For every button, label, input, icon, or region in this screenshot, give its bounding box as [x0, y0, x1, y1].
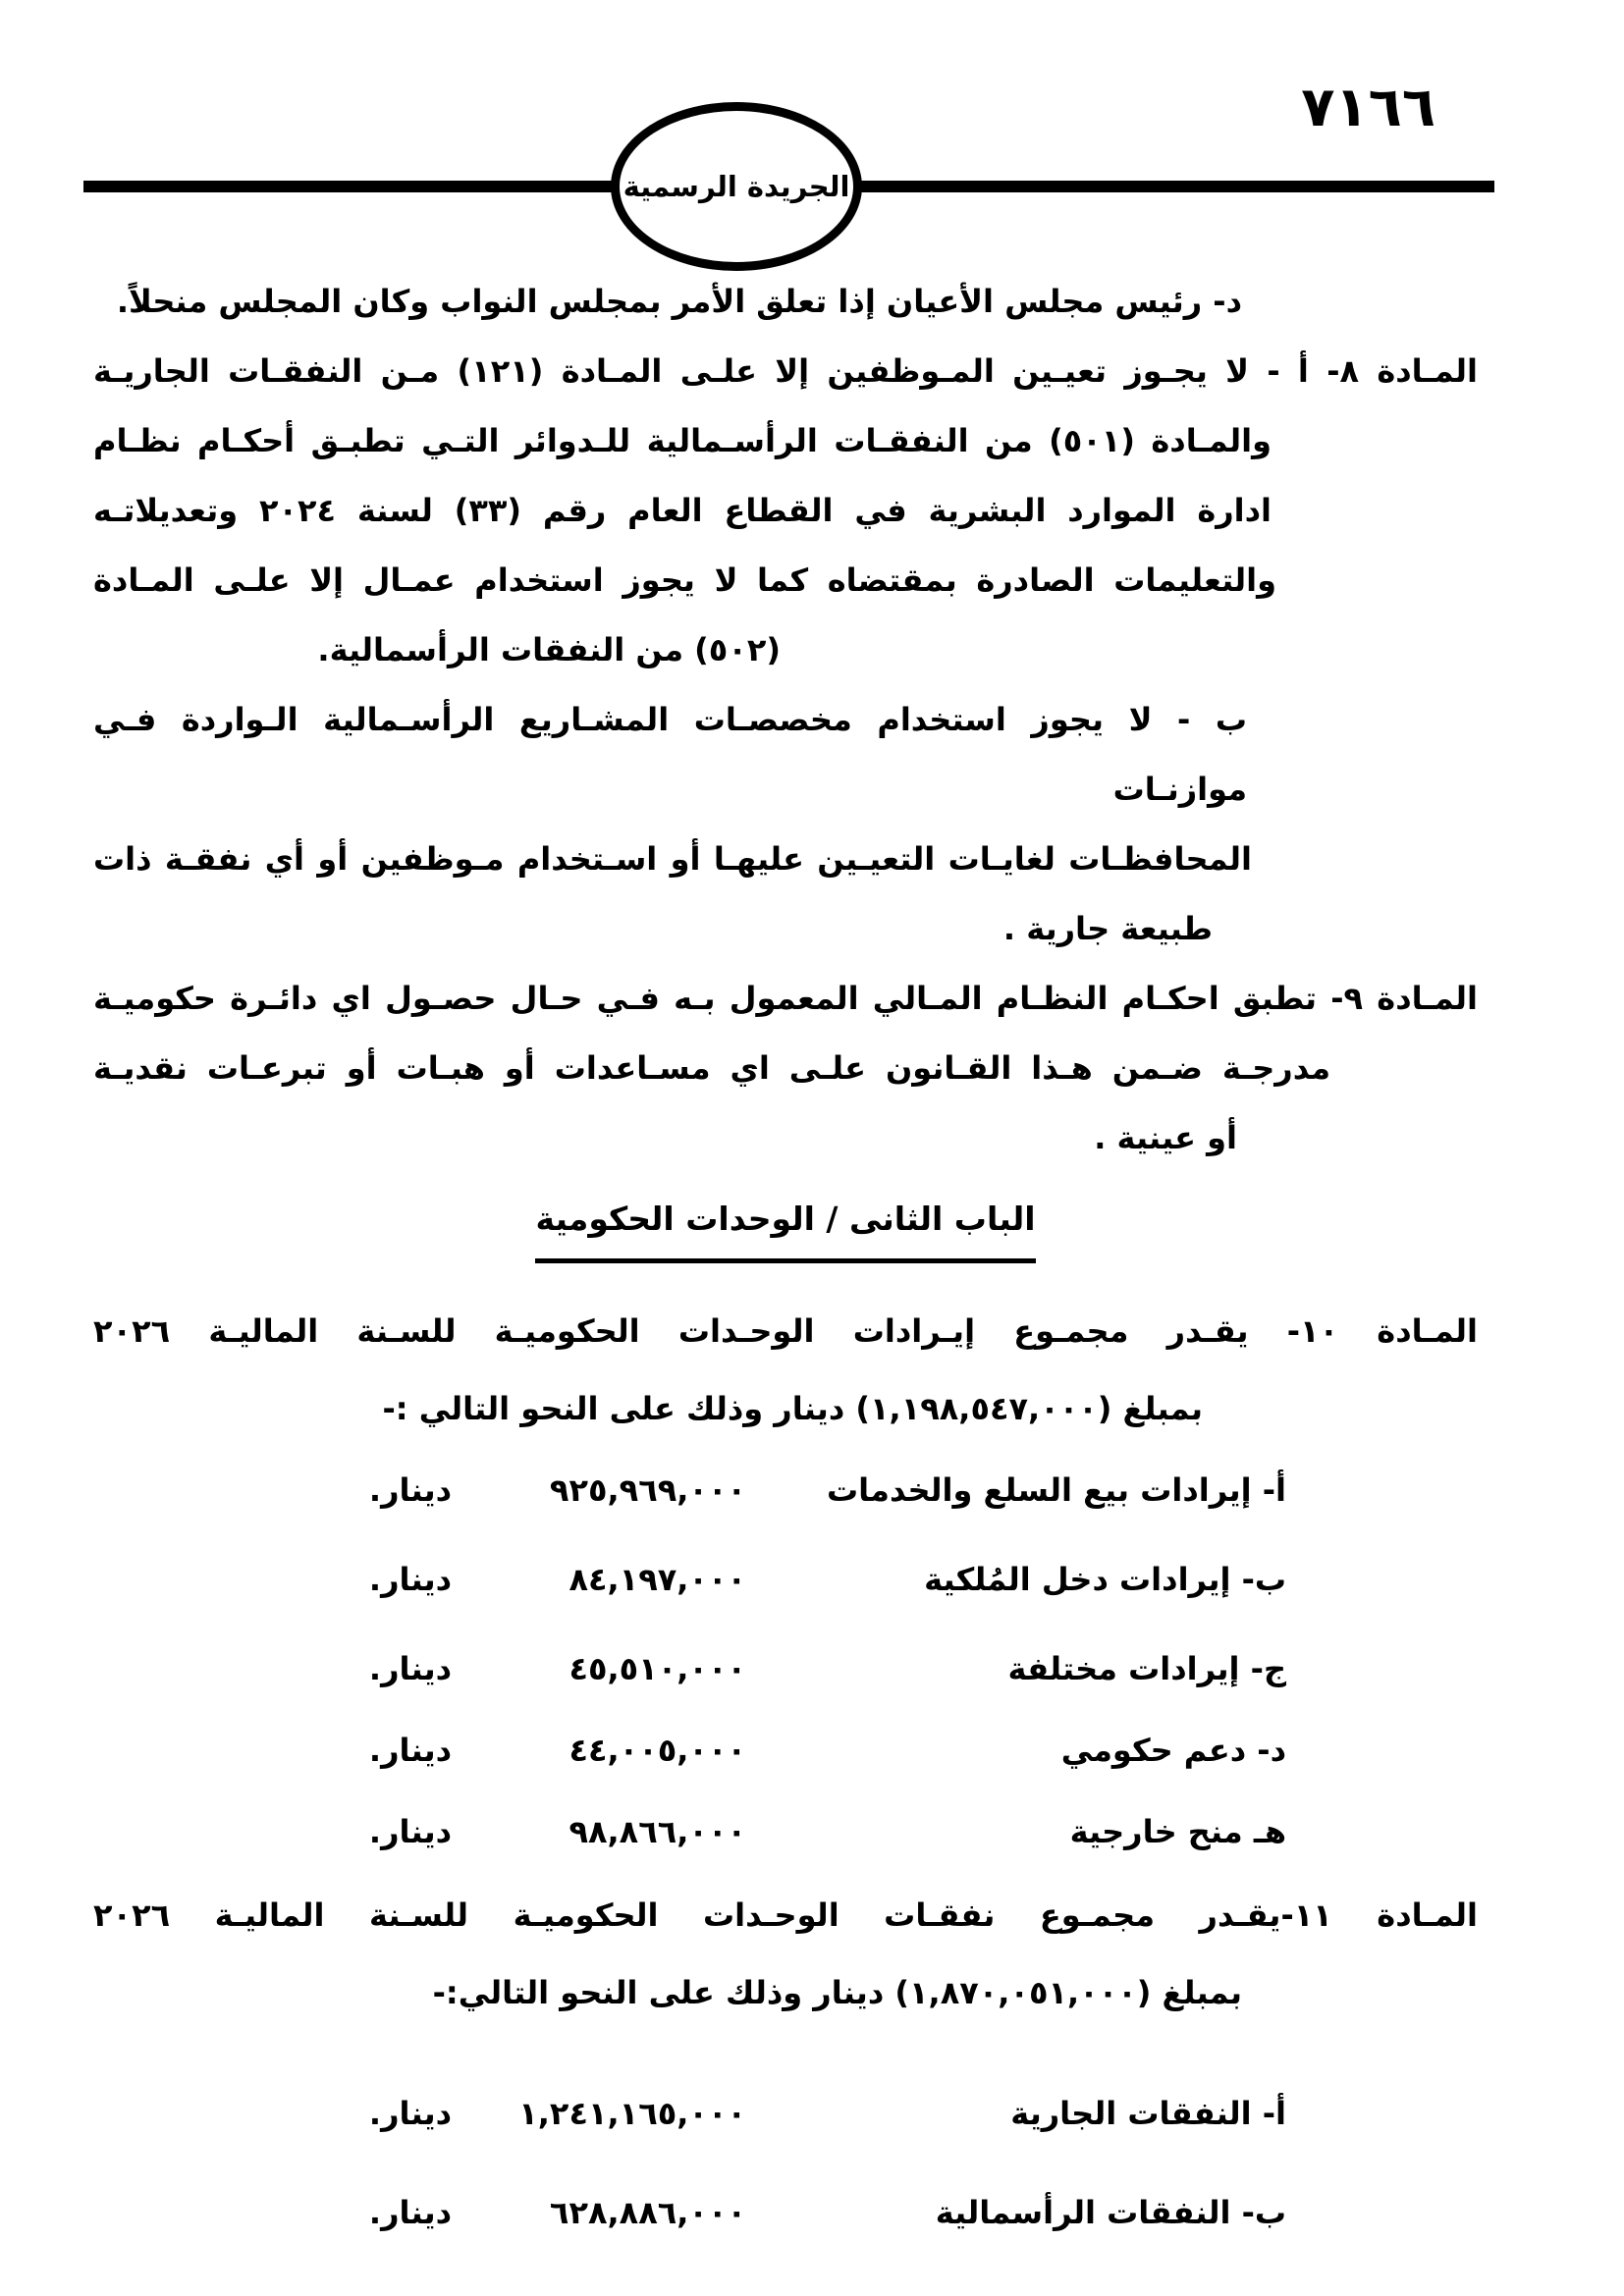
expense-item-amount: ٦٢٨,٨٨٦,٠٠٠ — [549, 2194, 746, 2231]
expense-item-label: ب- النفقات الرأسمالية — [935, 2194, 1286, 2231]
article-8-line-1: المـادة ٨- أ - لا يجـوز تعيـين المـوظفين إلا علـى المـادة (١٢١) مـن النفقـات الجاريـة — [93, 352, 1479, 390]
revenue-item-currency: دينار. — [368, 1471, 452, 1509]
expense-item-currency: دينار. — [368, 2095, 452, 2132]
clause-d-line: د- رئيس مجلس الأعيان إذا تعلق الأمر بمجلس النواب وكان المجلس منحلاً. — [116, 283, 1242, 320]
revenue-item-amount: ٩٨,٨٦٦,٠٠٠ — [568, 1813, 746, 1850]
revenue-item-amount: ٩٢٥,٩٦٩,٠٠٠ — [549, 1471, 746, 1509]
revenue-item-amount: ٤٥,٥١٠,٠٠٠ — [568, 1650, 746, 1687]
expense-row — [93, 2079, 1478, 2149]
chapter-heading: الباب الثانى / الوحدات الحكومية — [535, 1190, 1035, 1263]
article-8-line-5: (٥٠٢) من النفقات الرأسمالية. — [317, 631, 781, 668]
revenue-row — [93, 1634, 1478, 1704]
revenue-item-label: ب- إيرادات دخل المُلكية — [924, 1561, 1286, 1598]
revenue-item-currency: دينار. — [368, 1650, 452, 1687]
revenue-item-amount: ٨٤,١٩٧,٠٠٠ — [568, 1561, 746, 1598]
revenue-item-amount: ٤٤,٠٠٥,٠٠٠ — [568, 1732, 746, 1769]
expense-item-label: أ- النفقات الجارية — [1010, 2095, 1286, 2132]
article-9-line-2: مدرجـة ضـمن هـذا القـانون علـى اي مسـاعدات أو هبـات أو تبرعـات نقديـة — [93, 1049, 1330, 1087]
revenue-row — [93, 1545, 1478, 1615]
article-9-line-3: أو عينية . — [1094, 1119, 1237, 1156]
expense-item-amount: ١,٢٤١,١٦٥,٠٠٠ — [518, 2095, 746, 2132]
article-9-line-1: المـادة ٩- تطبق احكـام النظـام المـالي المعمول بـه فـي حـال حصـول اي دائـرة حكوميـة — [93, 980, 1479, 1017]
article-8-line-3: ادارة الموارد البشرية في القطاع العام رقم (٣٣) لسنة ٢٠٢٤ وتعديلاتـه — [93, 492, 1272, 529]
clause-b-line-3: طبيعة جارية . — [1002, 910, 1213, 947]
revenue-item-label: د- دعم حكومي — [1060, 1732, 1286, 1769]
expense-item-currency: دينار. — [368, 2194, 452, 2231]
expense-row — [93, 2178, 1478, 2248]
revenue-item-label: أ- إيرادات بيع السلع والخدمات — [826, 1471, 1286, 1509]
document-body — [93, 267, 1478, 2248]
revenue-row — [93, 1797, 1478, 1867]
chapter-heading-wrap — [93, 1185, 1478, 1263]
article-11-line-1: المـادة ١١-يقـدر مجمـوع نفقـات الوحـدات الحكوميـة للسـنة الماليـة ٢٠٢٦ — [93, 1896, 1479, 1934]
page-number: ٧١٦٦ — [1301, 76, 1435, 139]
article-10-line-2: بمبلغ (١,١٩٨,٥٤٧,٠٠٠) دينار وذلك على النحو التالي :- — [382, 1390, 1203, 1427]
revenue-item-currency: دينار. — [368, 1732, 452, 1769]
article-10-line-1: المـادة ١٠- يقـدر مجمـوع إيـرادات الوحـدات الحكوميـة للسـنة الماليـة ٢٠٢٦ — [93, 1312, 1479, 1350]
article-11-line-2: بمبلغ (١,٨٧٠,٠٥١,٠٠٠) دينار وذلك على النحو التالي:- — [432, 1974, 1242, 2011]
revenue-row — [93, 1456, 1478, 1525]
revenue-item-label: هـ منح خارجية — [1069, 1813, 1286, 1850]
revenue-item-label: ج- إيرادات مختلفة — [1007, 1650, 1286, 1687]
clause-b-line-1: ب - لا يجوز استخدام مخصصـات المشـاريع الرأسـمالية الـواردة فـي موازنـات — [93, 701, 1247, 808]
revenue-row — [93, 1716, 1478, 1786]
gazette-seal — [611, 102, 862, 271]
gazette-seal-label: الجريدة الرسمية — [623, 170, 850, 203]
page-header — [0, 0, 1624, 267]
clause-b-line-2: المحافظـات لغايـات التعيـين عليهـا أو اسـتخدام مـوظفين أو أي نفقـة ذات — [93, 840, 1252, 878]
revenue-item-currency: دينار. — [368, 1813, 452, 1850]
article-8-line-2: والمـادة (٥٠١) من النفقـات الرأسـمالية للـدوائر التـي تطبـق أحكـام نظـام — [93, 422, 1272, 459]
article-8-line-4: والتعليمات الصادرة بمقتضاه كما لا يجوز استخدام عمـال إلا علـى المـادة — [93, 561, 1276, 599]
revenue-item-currency: دينار. — [368, 1561, 452, 1598]
